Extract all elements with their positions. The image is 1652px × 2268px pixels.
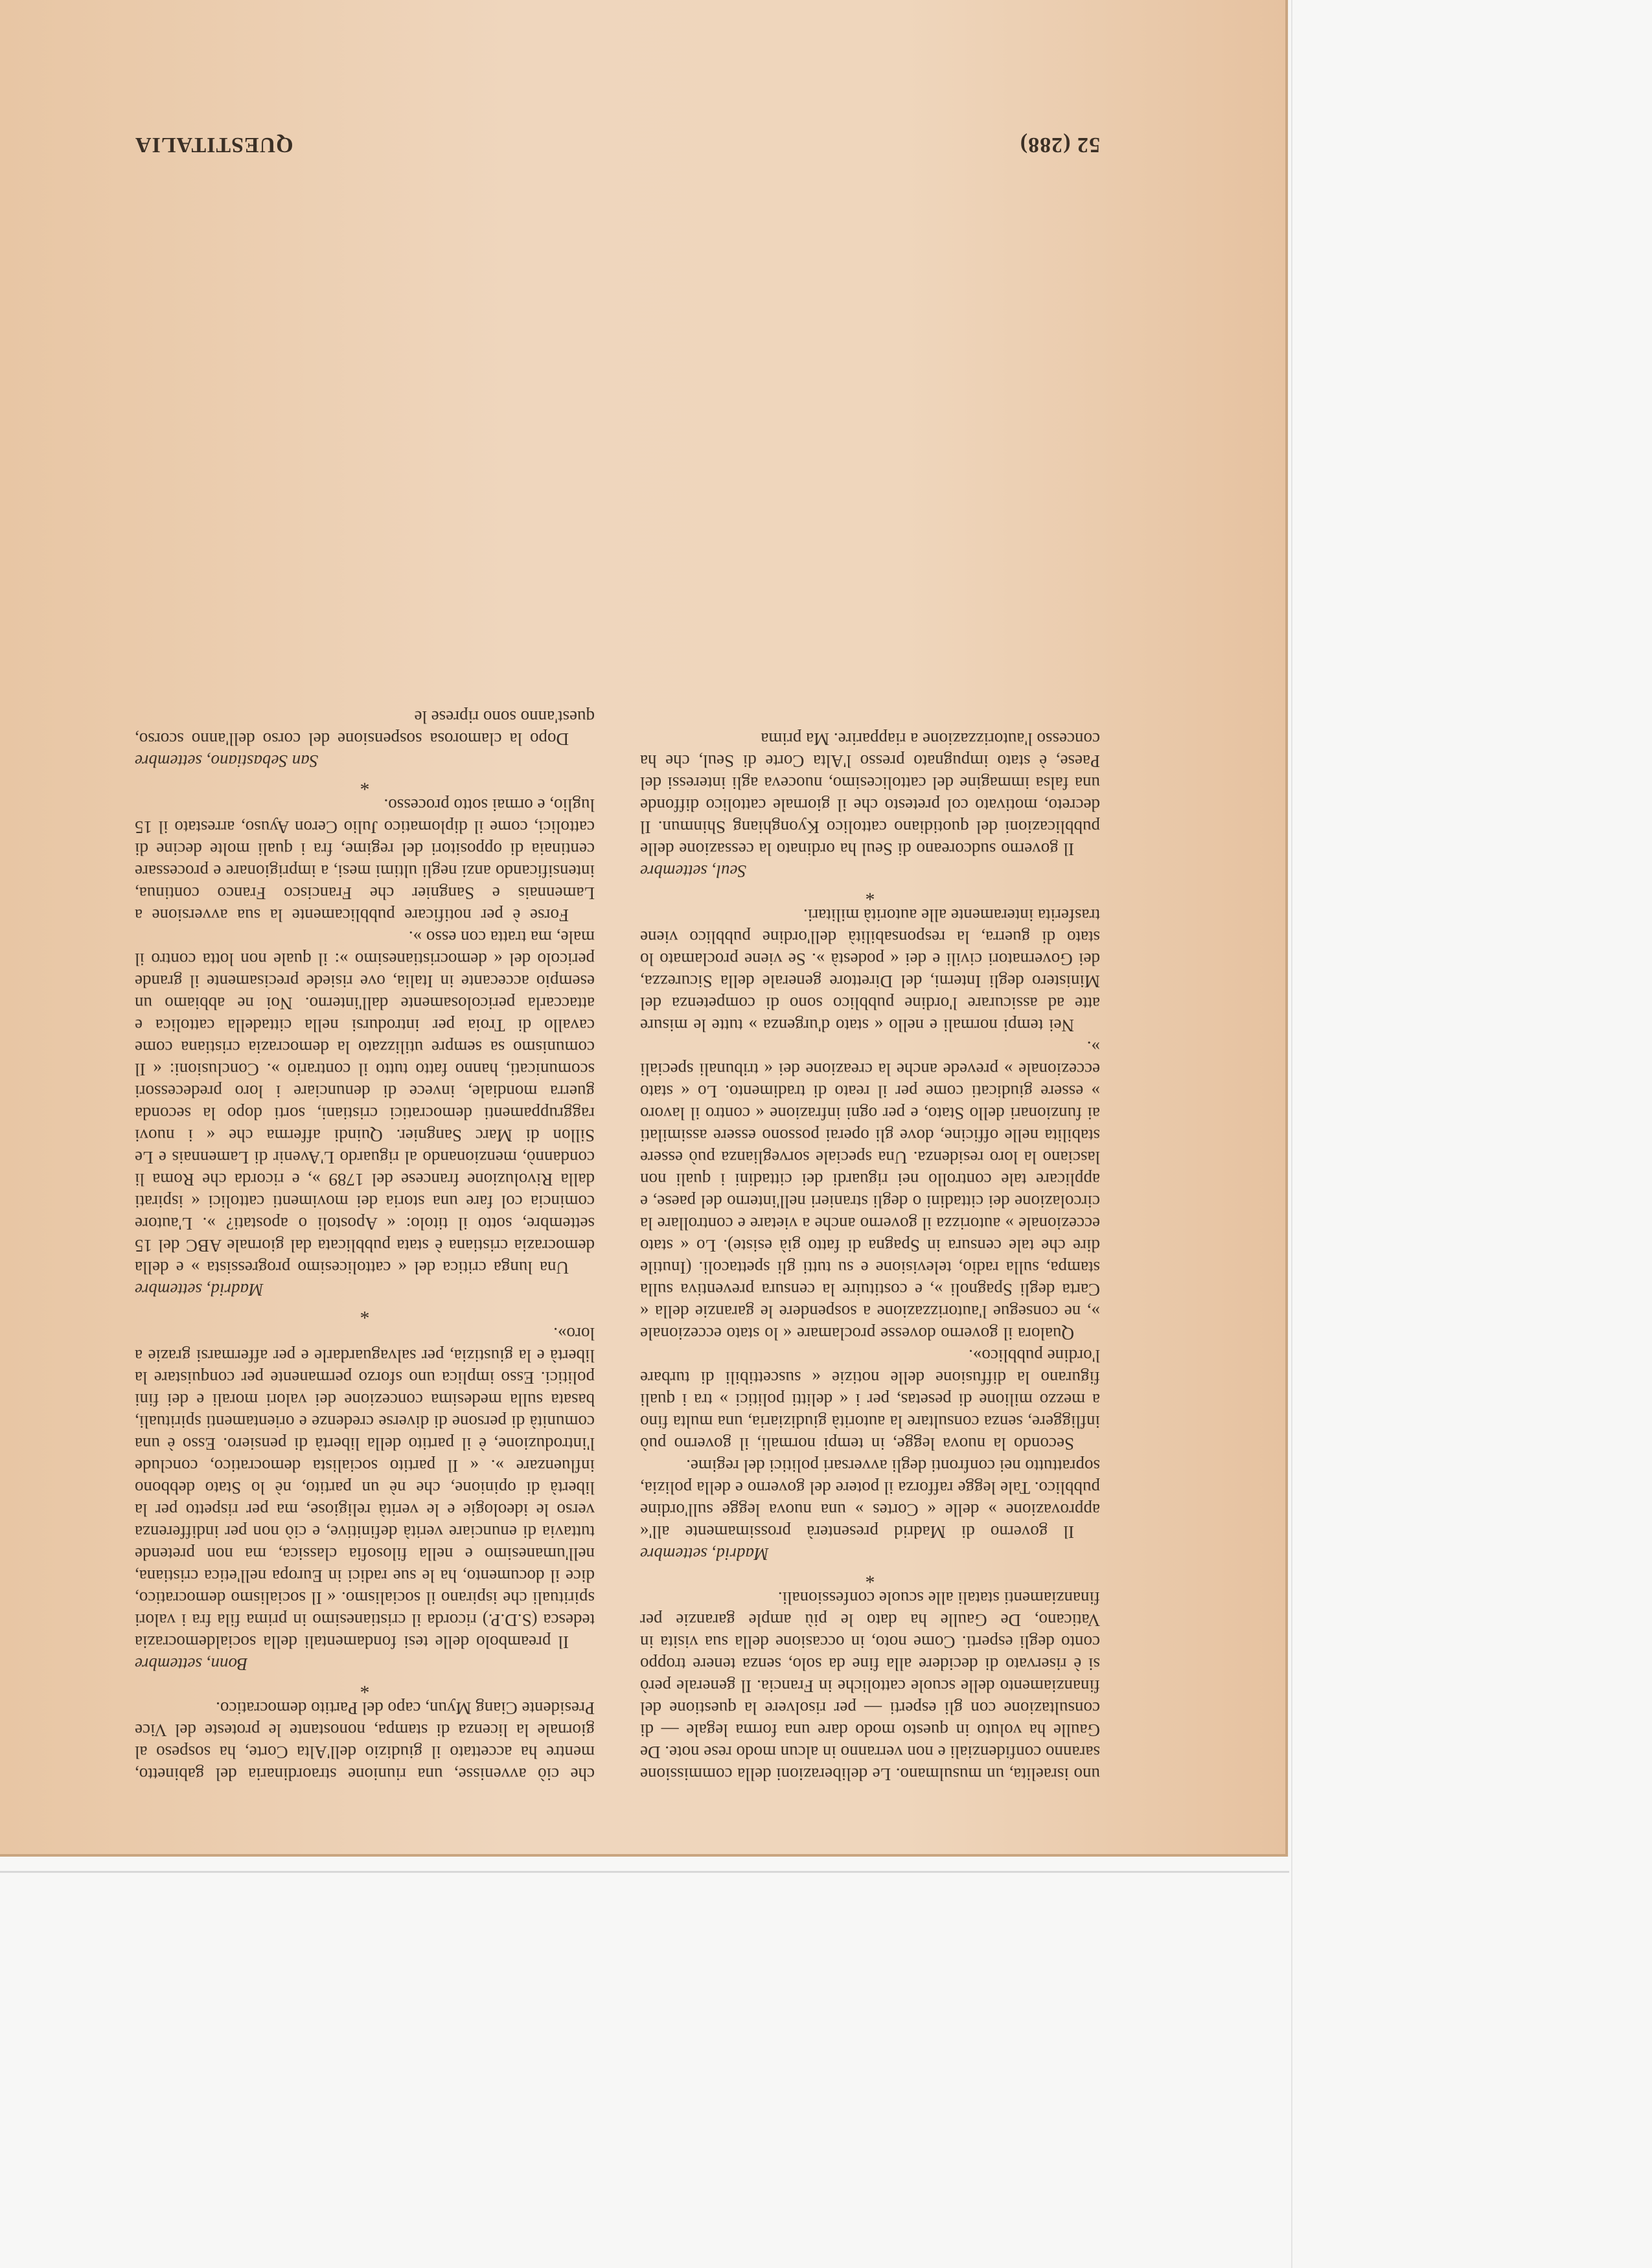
dateline-bonn: Bonn, settembre	[135, 1655, 248, 1674]
page-header	[135, 132, 1100, 171]
paragraph: Il preambolo delle tesi fondamentali della socialdemocrazia tedesca (S.D.P.) ricorda il cristianesimo in prima fila fra i valori spirituali che ispirano il socialismo. « Il socialismo democratico, dice il documento, ha le sue radici in Europa nell'etica cristiana, nell'umanesimo e nella filosofia classica, ma non pretende tuttavia di enunciare verità definitive, e ciò non per indifferenza verso le ideologie e le verità religiose, ma per rispetto per la libertà di opinione, che nè un partito, nè lo Stato debbono influenzare ». « Il partito socialista democratico, conclude l'introduzione, è il partito della libertà di pensiero. Esso è una comunità di persone di diverse credenze e orientamenti spirituali, basata sulla medesima concezione dei valori morali e dei fini politici. Esso implica uno sforzo permanente per conquistare la libertà e la giustizia, per salvaguardarle e per affermarsi grazie a loro».	[135, 1324, 595, 1652]
section-separator: *	[865, 883, 875, 904]
paragraph: Nei tempi normali e nello « stato d'urgenza » tutte le misure atte ad assicurare l'ordine pubblico sono di competenza del Ministero degli Interni, del Direttore generale della Sicurezza, dei Governatori civili e dei « podestà ». Se viene proclamato lo stato di guerra, la responsabilità dell'ordine pubblico viene trasferita interamente alle autorità militari.	[640, 906, 1100, 1035]
paragraph: Il governo sudcoreano di Seul ha ordinato la cessazione delle pubblicazioni del quotidiano cattolico Kyonghiang Shinmun. Il decreto, motivato col pretesto che il giornale cattolico diffonde una falsa immagine del cattolicesimo, nuoceva agli interessi del Paese, è stato impugnato presso l'Alta Corte di Seul, che ha concesso l'autorizzazione a riapparire. Ma prima	[640, 729, 1100, 859]
paragraph: Forse è per notificare pubblicamente la sua avversione a Lamennais e Sangnier che Francisco Franco continua, intensificando anzi negli ultimi mesi, a imprigionare e processare centinaia di oppositori del regime, fra i quali molte decine di cattolici, come il diplomatico Julio Ceron Ayuso, arrestato il 15 luglio, e ormai sotto processo.	[135, 796, 595, 925]
left-column	[640, 728, 1100, 1785]
section-separator: *	[360, 1676, 370, 1697]
paragraph: uno israelita, un musulmano. Le deliberazioni della commissione saranno confidenziali e non verranno in alcun modo rese note. De Gaulle ha voluto in questo modo dare una forma legale — di consultazione con gli esperti — per risolvere la questione del finanziamento delle scuole cattoliche in Francia. Il generale però si è riservato di decidere alla fine da solo, senza tenere troppo conto degli esperti. Come noto, in occasione della sua visita in Vaticano, De Gaulle ha dato le più ample garanzie per finanziamenti statali alle scuole confessionali.	[640, 1588, 1100, 1784]
scanner-margin-right	[1289, 0, 1652, 2268]
dateline-madrid: Madrid, settembre	[640, 1544, 769, 1564]
section-separator: *	[360, 773, 370, 794]
paragraph: Dopo la clamorosa sospensione del corso dell'anno scorso, quest'anno sono riprese le	[135, 707, 595, 749]
dateline-madrid: Madrid, settembre	[135, 1280, 264, 1300]
paragraph: Il governo di Madrid presenterà prossimamente all'« approvazione » delle « Cortes » una nuova legge sull'ordine pubblico. Tale legge rafforza il potere del governo e della polizia, soprattutto nei confronti degli avversari politici del regime.	[640, 1456, 1100, 1542]
scanner-margin-bottom	[0, 1857, 1289, 2268]
paragraph: Qualora il governo dovesse proclamare « lo stato eccezionale », ne consegue l'autorizzazione a sospendere le garanzie della « Carta degli Spagnoli », e costituire la censura preventiva sulla stampa, sulla radio, televisione e su tutti gli spettacoli. (Inutile dire che tale censura in Spagna di fatto già esiste). Lo « stato eccezionale » autorizza il governo anche a vietare e controllare la circolazione dei cittadini o degli stranieri nell'interno del paese, e applicare tale controllo nei riguardi dei cittadini i quali non lasciano la loro residenza. Una speciale sorveglianza può essere stabilita nelle officine, dove gli operai possono essere assimilati ai funzionari dello Stato, e per ogni infrazione « contro il lavoro » essere giudicati come per il reato di tradimento. Lo « stato eccezionale » prevede anche la creazione dei « tribunali speciali ».	[640, 1038, 1100, 1344]
dateline-seul: Seul, settembre	[640, 862, 746, 881]
scanner-edge-vertical	[1291, 0, 1292, 2268]
page-number: 52 (288)	[1019, 133, 1100, 157]
paragraph: che ciò avvenisse, una riunione straordinaria del gabinetto, mentre ha accettato il giudizio dell'Alta Corte, ha sospeso al giornale la licenza di stampa, nonostante le proteste del Vice Presidente Ciang Myun, capo del Partito democratico.	[135, 1699, 595, 1784]
scanner-edge-horizontal	[0, 1871, 1289, 1873]
section-separator: *	[360, 1301, 370, 1323]
paragraph: Una lunga critica del « cattolicesimo progressista » e della democrazia cristiana è stata pubblicata dal giornale ABC del 15 settembre, sotto il titolo: « Apostoli o apostati? ». L'autore comincia col fare una storia dei movimenti cattolici « ispirati dalla Rivoluzione francese del 1789 », e ricorda che Roma li condannò, menzionando al riguardo L'Avenir di Lamennais e Le Sillon di Marc Sangnier. Quindi afferma che « i nuovi raggruppamenti democratici cristiani, sorti dopo la seconda guerra mondiale, invece di denunciare i loro predecessori scomunicati, hanno fatto tutto il contrario ». Conclusioni: « Il comunismo sa sempre utilizzato la democrazia cristiana come cavallo di Troia per introdursi nella cittadella cattolica e attaccarla pericolosamente dall'interno. Noi ne abbiamo un esempio accecante in Italia, ove risiede precisamente il grande pericolo del « democristianesimo »: il quale non lotta contro il male, ma tratta con esso ».	[135, 928, 595, 1277]
dateline-san-sebastiano: San Sebastiano, settembre	[135, 751, 319, 771]
right-column	[135, 706, 595, 1785]
section-separator: *	[865, 1566, 875, 1587]
running-title: QUESTITALIA	[135, 133, 293, 157]
paragraph: Secondo la nuova legge, in tempi normali, il governo può infliggere, senza consultare la autorità giudiziaria, una multa fino a mezzo milione di pesetas, per i « delitti politici » tra i quali figurano la diffusione delle notizie « suscettibili di turbare l'ordine pubblico».	[640, 1346, 1100, 1454]
